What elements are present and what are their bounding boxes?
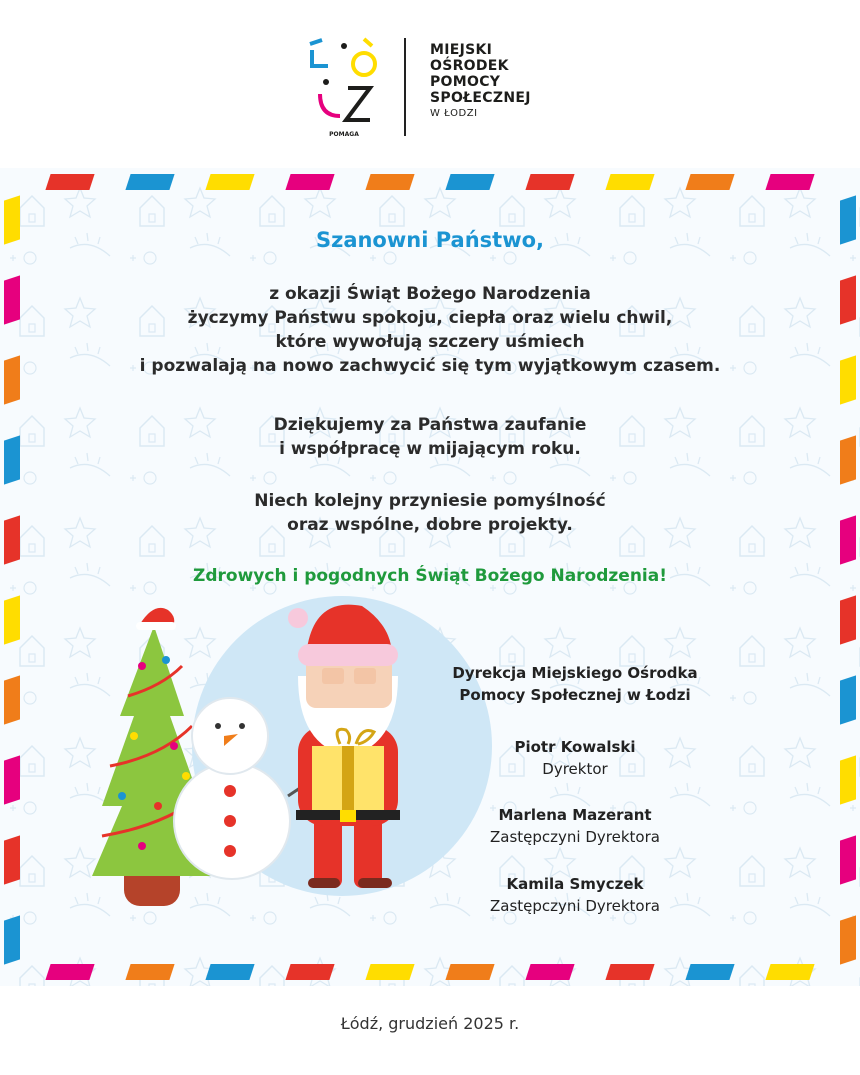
border-stripe <box>4 675 20 724</box>
thanks-paragraph <box>0 413 860 461</box>
text-line: życzymy Państwu spokoju, ciepła oraz wielu chwil, <box>187 308 673 328</box>
border-stripe <box>840 835 856 884</box>
logo-caption: POMAGA <box>329 131 359 138</box>
header <box>0 36 860 146</box>
border-stripe <box>840 915 856 964</box>
signature-directorate <box>450 662 700 706</box>
border-stripe <box>765 174 814 190</box>
christmas-illustration <box>62 596 492 926</box>
signature-person <box>450 736 700 780</box>
signatory-name: Kamila Smyczek <box>506 875 644 893</box>
border-stripe <box>685 174 734 190</box>
border-stripe <box>840 595 856 644</box>
signatory-role: Zastępczyni Dyrektora <box>490 828 660 846</box>
border-stripe <box>605 174 654 190</box>
border-stripe <box>4 835 20 884</box>
border-stripe <box>45 964 94 980</box>
border-stripe <box>205 174 254 190</box>
text-line: Niech kolejny przyniesie pomyślność <box>254 491 606 511</box>
border-stripe <box>840 675 856 724</box>
wishes-paragraph <box>0 282 860 378</box>
institution-line: POMOCY <box>430 74 501 90</box>
border-stripe <box>445 964 494 980</box>
signature-person <box>450 873 700 917</box>
greeting: Szanowni Państwo, <box>315 228 545 252</box>
border-stripe <box>285 964 334 980</box>
directorate-line: Dyrekcja Miejskiego Ośrodka <box>452 664 698 682</box>
border-stripe <box>4 595 20 644</box>
lodz-pomaga-logo <box>304 36 384 140</box>
text-line: z okazji Świąt Bożego Narodzenia <box>269 284 591 304</box>
border-stripe <box>4 755 20 804</box>
border-stripe <box>765 964 814 980</box>
text-line: i współpracę w mijającym roku. <box>279 439 581 459</box>
border-stripe <box>45 174 94 190</box>
border-stripe <box>365 964 414 980</box>
place-and-date: Łódź, grudzień 2025 r. <box>340 1014 520 1033</box>
next-year-paragraph <box>0 489 860 537</box>
border-stripe <box>205 964 254 980</box>
border-stripe <box>525 964 574 980</box>
border-stripe <box>840 755 856 804</box>
border-stripe <box>4 915 20 964</box>
institution-name <box>430 42 531 122</box>
header-divider <box>404 38 406 136</box>
text-line: które wywołują szczery uśmiech <box>275 332 585 352</box>
border-stripe <box>605 964 654 980</box>
signatory-role: Dyrektor <box>542 760 608 778</box>
border-stripe <box>525 174 574 190</box>
border-stripe <box>125 964 174 980</box>
institution-city: W ŁODZI <box>430 108 478 119</box>
directorate-line: Pomocy Społecznej w Łodzi <box>459 686 691 704</box>
holiday-wish: Zdrowych i pogodnych Świąt Bożego Narodzenia! <box>193 566 667 586</box>
border-stripe <box>445 174 494 190</box>
signatory-name: Marlena Mazerant <box>498 806 652 824</box>
border-stripe <box>125 174 174 190</box>
signatory-role: Zastępczyni Dyrektora <box>490 897 660 915</box>
institution-line: MIEJSKI <box>430 42 493 58</box>
border-stripe <box>685 964 734 980</box>
text-line: oraz wspólne, dobre projekty. <box>287 515 573 535</box>
border-stripe <box>285 174 334 190</box>
signatory-name: Piotr Kowalski <box>514 738 636 756</box>
text-line: Dziękujemy za Państwa zaufanie <box>273 415 587 435</box>
border-stripe <box>365 174 414 190</box>
institution-line: SPOŁECZNEJ <box>430 90 531 106</box>
text-line: i pozwalają na nowo zachwycić się tym wyjątkowym czasem. <box>139 356 721 376</box>
letter-card <box>0 168 860 986</box>
institution-line: OŚRODEK <box>430 58 509 74</box>
signature-person <box>450 804 700 848</box>
